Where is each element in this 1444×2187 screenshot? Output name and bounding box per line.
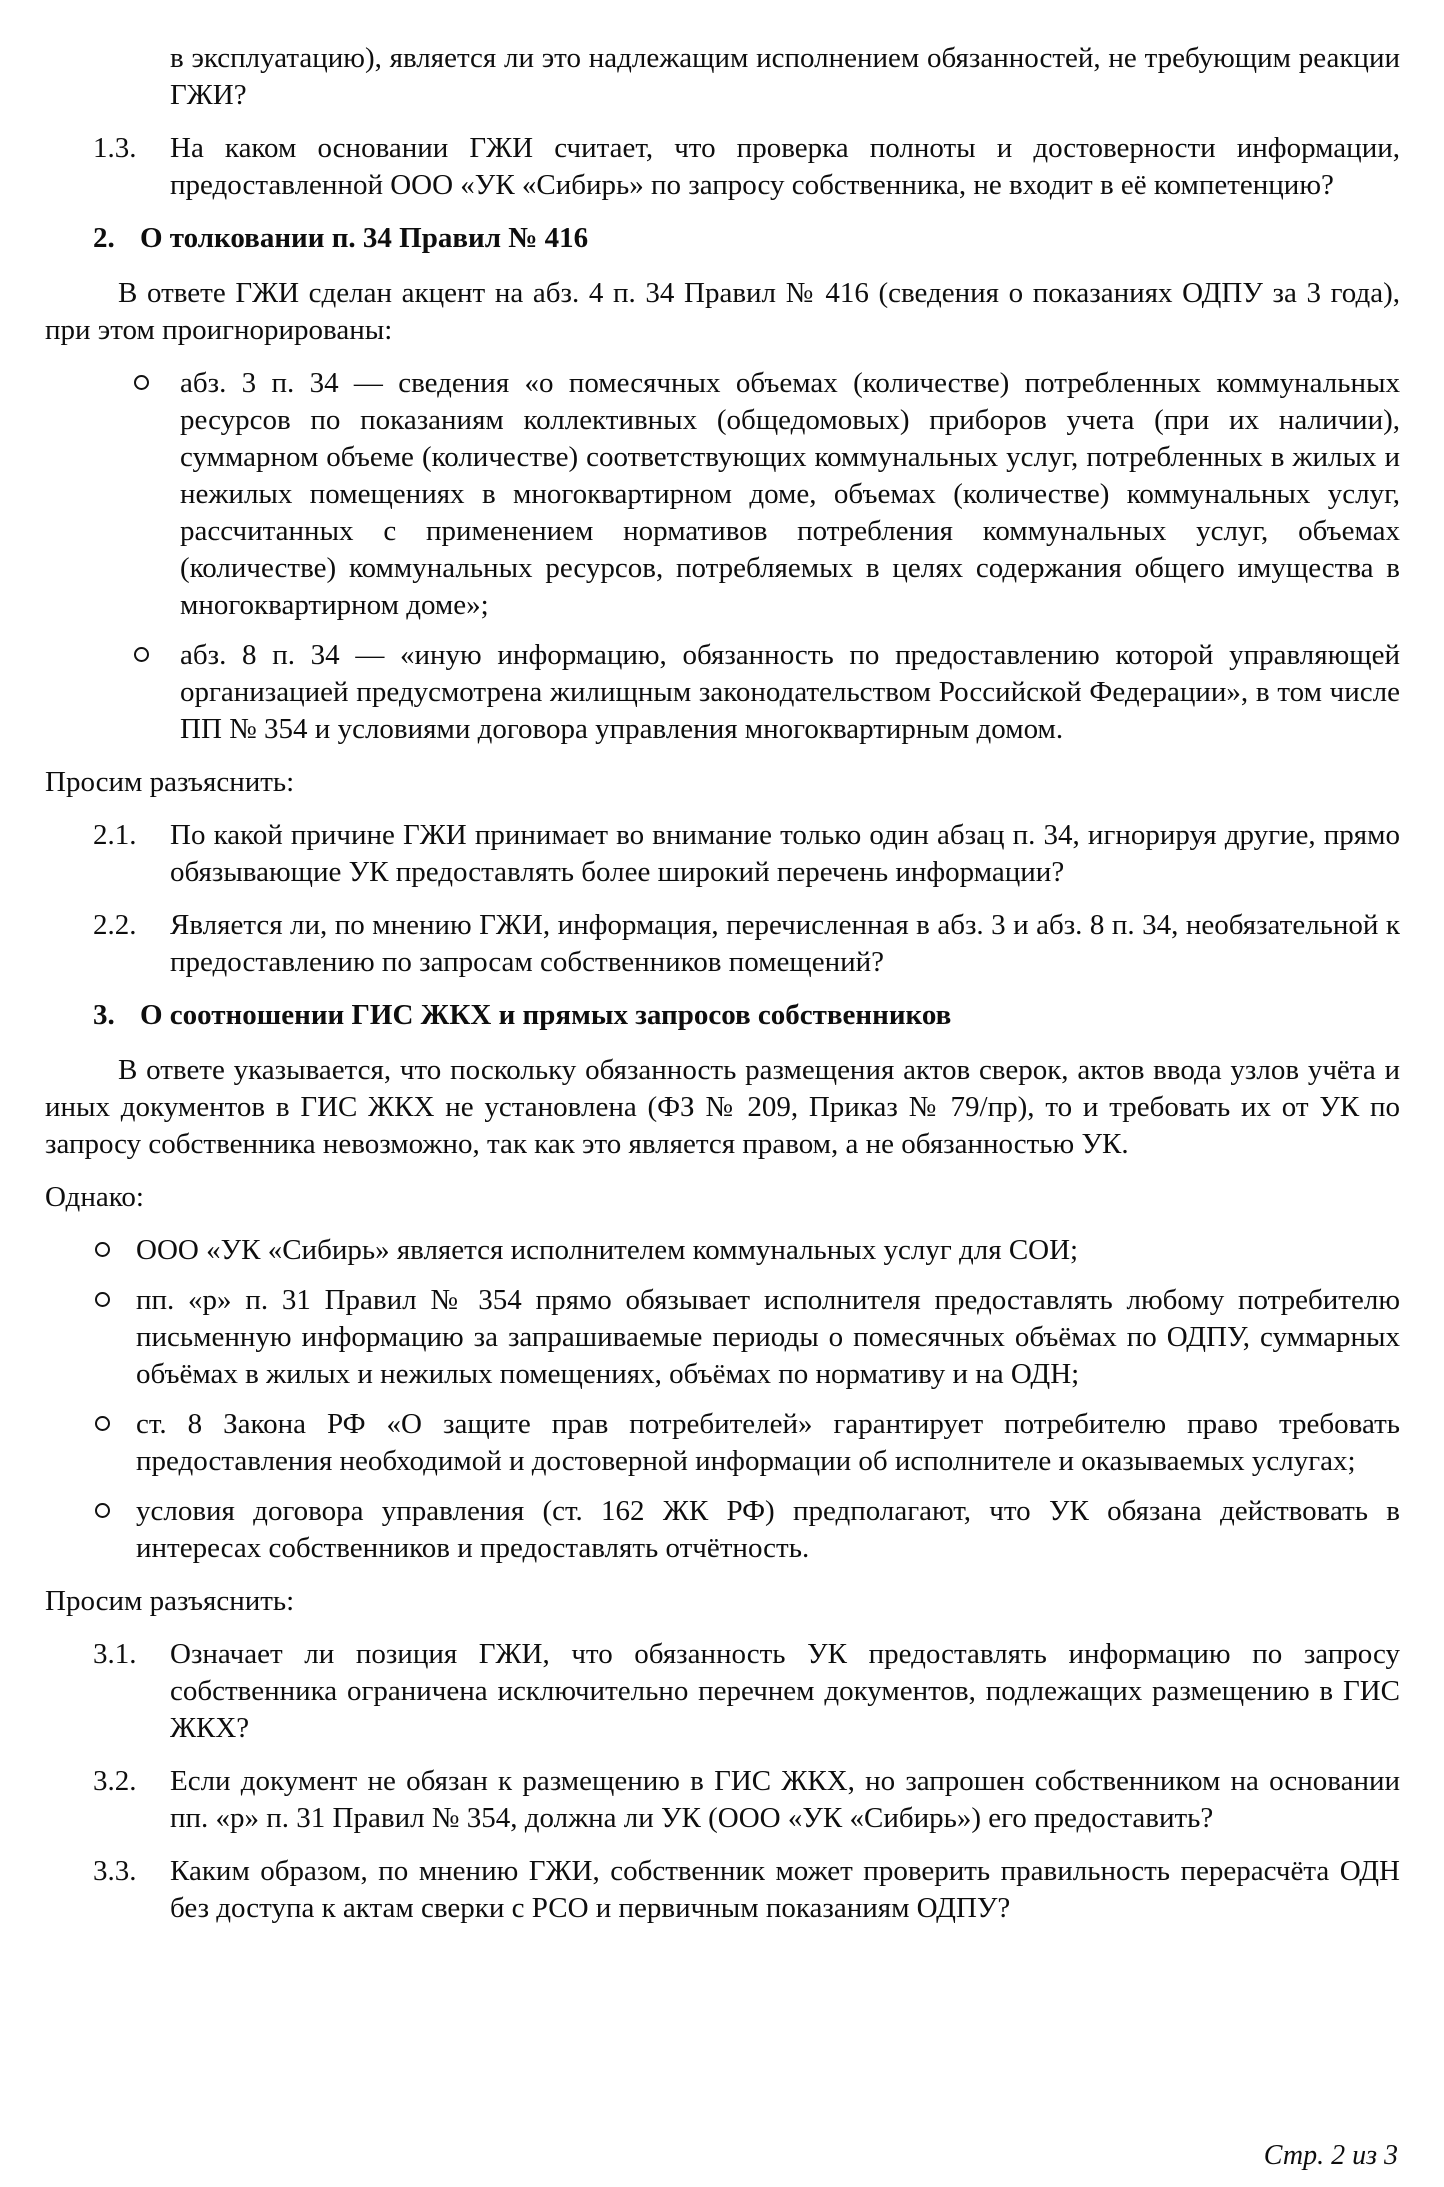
item-text: Является ли, по мнению ГЖИ, информация, перечисленная в абз. 3 и абз. 8 п. 34, необязательной к предоставлению по запросам собственников помещений? bbox=[170, 909, 1400, 978]
item-text: По какой причине ГЖИ принимает во внимание только один абзац п. 34, игнорируя другие, прямо обязывающие УК предоставлять более широкий перечень информации? bbox=[170, 819, 1400, 888]
numbered-item-3-3 bbox=[45, 1853, 1400, 1927]
paragraph: В ответе ГЖИ сделан акцент на абз. 4 п. 34 Правил № 416 (сведения о показаниях ОДПУ за 3 года), при этом проигнорированы: bbox=[45, 277, 1400, 346]
bullet-icon bbox=[95, 1242, 110, 1257]
item-number: 3.1. bbox=[93, 1638, 137, 1670]
bullet-icon bbox=[95, 1292, 110, 1307]
list-item-text: условия договора управления (ст. 162 ЖК РФ) предполагают, что УК обязана действовать в интересах собственников и предоставлять отчётность. bbox=[136, 1495, 1400, 1564]
list-item bbox=[45, 1282, 1400, 1393]
paragraph-label: Просим разъяснить: bbox=[45, 1585, 295, 1617]
item-number: 1.3. bbox=[93, 132, 137, 164]
item-number: 3.3. bbox=[93, 1855, 137, 1887]
bullet-list bbox=[45, 365, 1400, 748]
list-item-text: ООО «УК «Сибирь» является исполнителем коммунальных услуг для СОИ; bbox=[136, 1234, 1079, 1266]
list-item bbox=[45, 1232, 1400, 1269]
numbered-item-2-1 bbox=[45, 817, 1400, 891]
item-text: На каком основании ГЖИ считает, что проверка полноты и достоверности информации, предоставленной ООО «УК «Сибирь» по запросу собственника, не входит в её компетенцию? bbox=[170, 132, 1400, 201]
list-item bbox=[45, 365, 1400, 624]
list-item-text: абз. 3 п. 34 — сведения «о помесячных объемах (количестве) потребленных коммунальных ресурсов по показаниям коллективных (общедомовых) приборов учета (при их наличии), суммарном объеме (количестве) соответствующих коммунальных услуг, потребленных в жилых и нежилых помещениях в многоквартирном доме, объемах (количестве) коммунальных услуг, рассчитанных с применением нормативов потребления коммунальных услуг, объемах (количестве) коммунальных ресурсов, потребляемых в целях содержания общего имущества в многоквартирном доме»; bbox=[180, 367, 1400, 621]
heading-text: О соотношении ГИС ЖКХ и прямых запросов собственников bbox=[140, 999, 952, 1031]
list-item bbox=[45, 637, 1400, 748]
numbered-item-1-3 bbox=[45, 130, 1400, 204]
list-item bbox=[45, 1493, 1400, 1567]
item-number: 2.2. bbox=[93, 909, 137, 941]
item-number: 3.2. bbox=[93, 1765, 137, 1797]
bullet-list bbox=[45, 1232, 1400, 1567]
list-item bbox=[45, 1406, 1400, 1480]
document-content bbox=[45, 40, 1400, 1927]
section-heading-3 bbox=[45, 997, 1400, 1034]
page-footer: Стр. 2 из 3 bbox=[1263, 2140, 1398, 2171]
bullet-icon bbox=[134, 647, 149, 662]
heading-number: 3. bbox=[93, 999, 115, 1031]
list-item-text: абз. 8 п. 34 — «иную информацию, обязанность по предоставлению которой управляющей организацией предусмотрена жилищным законодательством Российской Федерации», в том числе ПП № 354 и условиями договора управления многоквартирным домом. bbox=[180, 639, 1400, 745]
list-item-text: ст. 8 Закона РФ «О защите прав потребителей» гарантирует потребителю право требовать предоставления необходимой и достоверной информации об исполнителе и оказываемых услугах; bbox=[136, 1408, 1400, 1477]
paragraph-label: Однако: bbox=[45, 1181, 144, 1213]
paragraph: В ответе указывается, что поскольку обязанность размещения актов сверок, актов ввода узлов учёта и иных документов в ГИС ЖКХ не установлена (ФЗ № 209, Приказ № 79/пр), то и требовать их от УК по запросу собственника невозможно, так как это является правом, а не обязанностью УК. bbox=[45, 1054, 1400, 1160]
bullet-icon bbox=[134, 375, 149, 390]
section-heading-2 bbox=[45, 220, 1400, 257]
bullet-icon bbox=[95, 1503, 110, 1518]
numbered-item-2-2 bbox=[45, 907, 1400, 981]
heading-number: 2. bbox=[93, 222, 115, 254]
numbered-item-3-1 bbox=[45, 1636, 1400, 1747]
item-text: Если документ не обязан к размещению в ГИС ЖКХ, но запрошен собственником на основании пп. «р» п. 31 Правил № 354, должна ли УК (ООО «УК «Сибирь») его предоставить? bbox=[170, 1765, 1400, 1834]
paragraph-label: Просим разъяснить: bbox=[45, 766, 295, 798]
heading-text: О толковании п. 34 Правил № 416 bbox=[140, 222, 589, 254]
item-text: Означает ли позиция ГЖИ, что обязанность УК предоставлять информацию по запросу собственника ограничена исключительно перечнем документов, подлежащих размещению в ГИС ЖКХ? bbox=[170, 1638, 1400, 1744]
paragraph-continuation: в эксплуатацию), является ли это надлежащим исполнением обязанностей, не требующим реакции ГЖИ? bbox=[170, 42, 1400, 111]
item-number: 2.1. bbox=[93, 819, 137, 851]
numbered-item-3-2 bbox=[45, 1763, 1400, 1837]
bullet-icon bbox=[95, 1416, 110, 1431]
list-item-text: пп. «р» п. 31 Правил № 354 прямо обязывает исполнителя предоставлять любому потребителю письменную информацию за запрашиваемые периоды о помесячных объёмах по ОДПУ, суммарных объёмах в жилых и нежилых помещениях, объёмах по нормативу и на ОДН; bbox=[136, 1284, 1400, 1390]
item-text: Каким образом, по мнению ГЖИ, собственник может проверить правильность перерасчёта ОДН без доступа к актам сверки с РСО и первичным показаниям ОДПУ? bbox=[170, 1855, 1400, 1924]
